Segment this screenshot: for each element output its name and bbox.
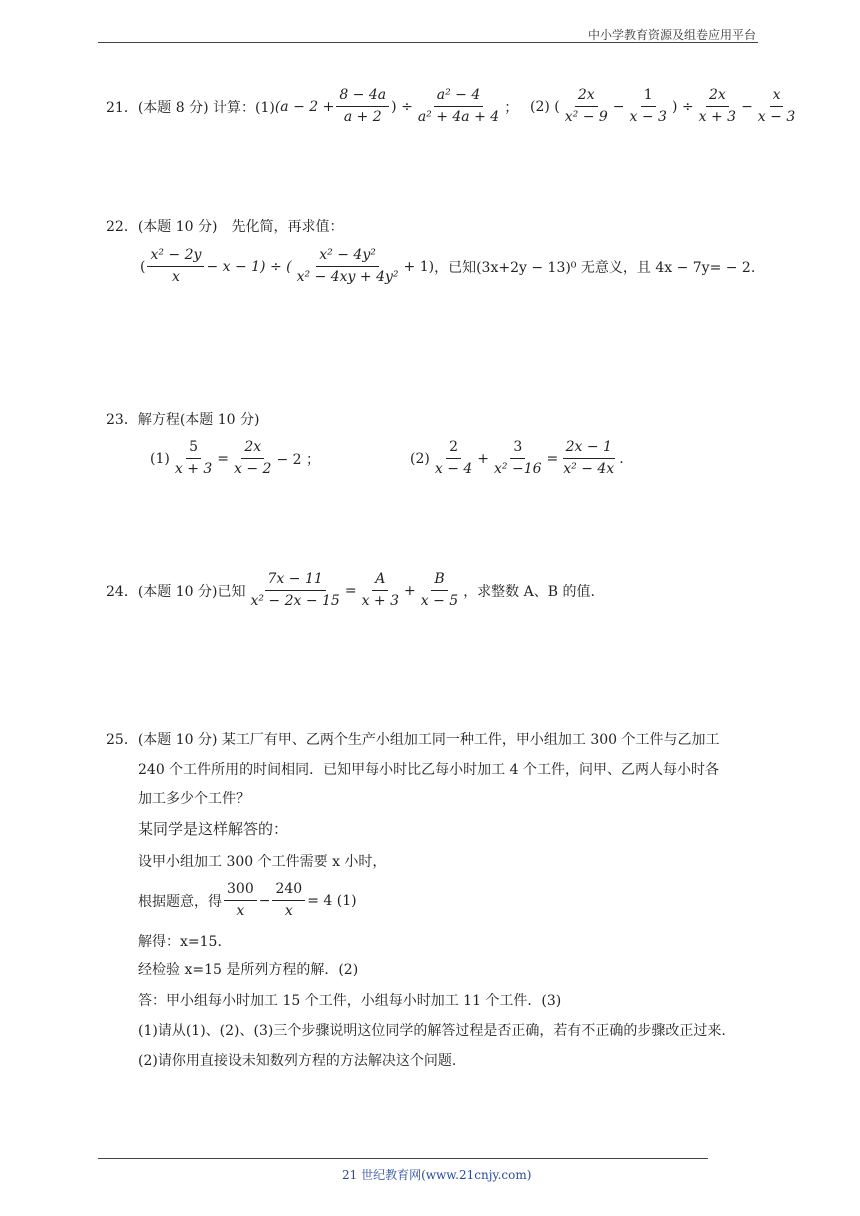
q21-number: 21．(本题 8 分) 计算：(1) [106,99,275,116]
q23-p2-label: (2) [410,450,430,467]
question-21-part2 [530,88,800,126]
q23-title: 23．解方程(本题 10 分) [106,412,260,428]
q22-title: 22．(本题 10 分) 先化简，再求值： [106,219,344,235]
q21-p2-frac4: $\frac{x}{x - 3}$ [757,87,796,126]
q24-lead: 24．(本题 10 分)已知 [106,583,246,600]
q22-frac2: $\frac{\text{x² − 4y²}}{\text{x² − 4xy + 4y²}}$ [296,247,399,286]
q23-p2-frac1: $\frac{2}{x - 4}$ [434,439,473,478]
q25-eq-lead: 根据题意，得 [138,893,222,910]
q25-line7: 解得：x=15． [138,934,232,950]
q22-open: ( [140,258,146,275]
q21-p1-end: ； [504,99,519,116]
q23-p1-frac1: $\frac{5}{x + 3}$ [174,439,213,478]
q22-condition: ，已知(3x+2y − 13)⁰ 无意义，且 4x − 7y= − 2. [434,259,756,276]
header-site: 中小学教育资源及组卷应用平台 [587,28,756,42]
header-rule [98,42,758,43]
q21-p2-minus: − [612,98,625,115]
q21-p1-frac2: $\frac{\text{a² − 4}}{\text{a² + 4a + 4}}$ [417,87,500,126]
q23-p2-frac3: $\frac{2x - 1}{\text{x² − 4x}}$ [563,439,615,478]
q25-line8: 经检验 x=15 是所列方程的解．(2) [138,962,359,978]
q25-line10: (1)请从(1)、(2)、(3)三个步骤说明这位同学的解答过程是否正确，若有不正确的步骤改正过来. [138,1023,726,1039]
q23-p2-end: . [619,450,624,467]
question-23-part2 [410,440,624,478]
q22-frac1: $\frac{\text{x² − 2y}}{x}$ [147,248,204,286]
q25-line1: 25．(本题 10 分) 某工厂有甲、乙两个生产小组加工同一种工件，甲小组加工 300 个工件与乙加工 [106,732,720,748]
q25-line4: 某同学是这样解答的： [138,820,289,838]
q21-p2-frac3: $\frac{2x}{x + 3}$ [698,87,737,126]
footer-site[interactable]: 21 世纪教育网(www.21cnjy.com) [342,1168,532,1182]
q21-p2-frac1: $\frac{2x}{\text{x² − 9}}$ [564,87,608,126]
footer-rule [98,1158,708,1159]
q25-frac2: $\frac{240}{x}$ [272,882,305,920]
q24-eq: = [344,582,357,599]
q21-p2-minus2: − [741,98,753,115]
question-22-expr [140,248,755,286]
q23-p1-label: (1) [150,450,170,467]
q25-line3: 加工多少个工件？ [138,791,250,807]
q23-p1-eq: = [217,450,230,467]
q24-frac3: $\frac{B}{x - 5}$ [420,571,459,610]
q23-p2-frac2: $\frac{3}{\text{x² −16}}$ [494,439,542,478]
q21-p1-mid: ) ÷ [391,98,413,115]
q24-frac1: $\frac{7x - 11}{\text{x² − 2x − 15}}$ [250,571,340,610]
question-21 [106,88,518,126]
q23-p1-end: − 2 ； [276,451,320,468]
q24-tail: ，求整数 A、B 的值. [463,583,595,600]
q25-eq-tail: = 4 (1) [307,892,357,909]
question-24 [106,572,595,610]
q21-p1-lhs: (a − 2 + [274,98,335,115]
q23-p2-plus: + [477,450,490,467]
q22-mid2: + 1) [403,258,435,275]
q21-p2-div: ) ÷ [671,98,694,115]
q25-line9: 答：甲小组每小时加工 15 个工件，小组每小时加工 11 个工件．(3) [138,993,562,1009]
q23-p1-frac2: $\frac{2x}{x - 2}$ [234,439,272,478]
q25-frac1: $\frac{300}{x}$ [224,882,257,920]
q22-mid1: − x − 1) ÷ ( [206,258,292,275]
q25-equation [138,882,357,920]
q25-line2: 240 个工件所用的时间相同．已知甲每小时比乙每小时加工 4 个工件，问甲、乙两人每小时各 [138,762,719,778]
q21-p2-frac2: $\frac{1}{x - 3}$ [629,87,667,126]
q23-p2-eq: = [546,450,559,467]
q25-line11: (2)请你用直接设未知数列方程的方法解决这个问题. [138,1053,457,1069]
q25-minus: − [258,892,271,909]
q24-plus: + [404,582,416,599]
q21-p2-label: (2) ( [530,98,560,115]
question-23-part1 [150,440,320,478]
q25-line5: 设甲小组加工 300 个工件需要 x 小时， [138,854,387,870]
q21-p1-frac1: $\frac{8 - 4a}{a + 2}$ [336,88,389,126]
q24-frac2: $\frac{A}{x + 3}$ [361,571,400,610]
